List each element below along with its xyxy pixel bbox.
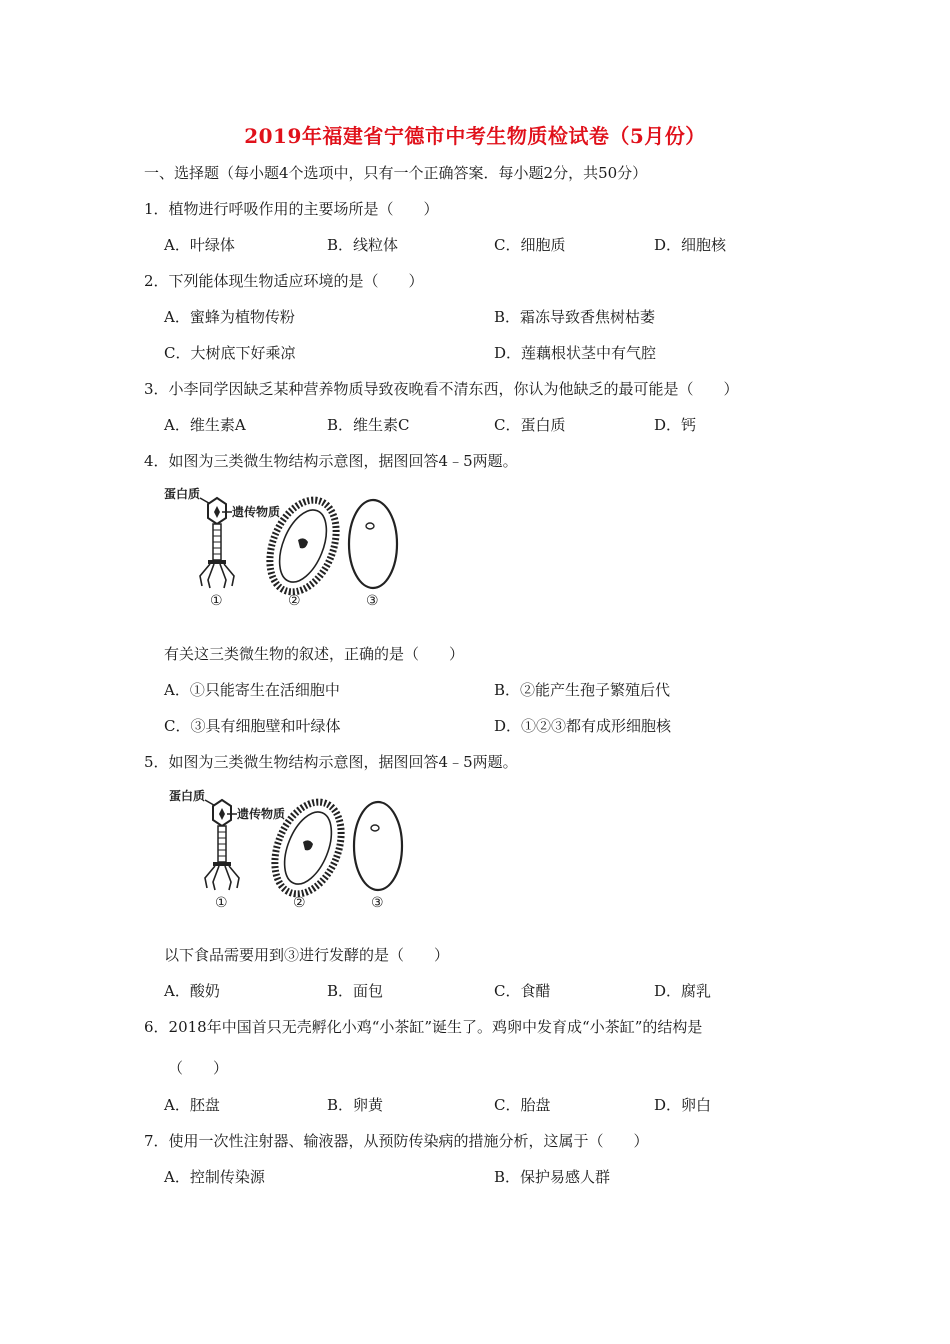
label-num-3: ③: [366, 593, 379, 609]
label-num-2: ②: [288, 593, 301, 609]
q4-option-c: C．③具有细胞壁和叶绿体: [164, 717, 341, 735]
q4-option-b: B．②能产生孢子繁殖后代: [494, 681, 671, 699]
yeast-diagram: [349, 500, 397, 609]
q5-option-c: C．食醋: [494, 982, 551, 1000]
label-num-3: ③: [371, 895, 384, 911]
label-num-1: ①: [215, 895, 228, 911]
question-2-stem: 2．下列能体现生物适应环境的是（ ）: [144, 272, 424, 290]
question-6-stem-continued: （ ）: [168, 1059, 229, 1077]
label-genetic-material: 遗传物质: [237, 807, 286, 821]
label-protein: 蛋白质: [169, 789, 206, 803]
label-genetic-material: 遗传物质: [232, 505, 281, 519]
q7-option-b: B．保护易感人群: [494, 1168, 611, 1186]
q3-option-b: B．维生素C: [327, 416, 410, 434]
q2-option-c: C．大树底下好乘凉: [164, 344, 296, 362]
question-5-sub: 以下食品需要用到③进行发酵的是（ ）: [164, 946, 450, 964]
q6-option-d: D．卵白: [654, 1096, 712, 1114]
yeast-diagram: [354, 802, 402, 911]
question-7-stem: 7．使用一次性注射器、输液器，从预防传染病的措施分析，这属于（ ）: [144, 1132, 649, 1150]
microbe-figure-1: [160, 484, 400, 610]
q1-option-b: B．线粒体: [327, 236, 399, 254]
q2-option-d: D．莲藕根状茎中有气腔: [494, 344, 657, 362]
q1-option-d: D．细胞核: [654, 236, 727, 254]
q3-option-d: D．钙: [654, 416, 697, 434]
question-4-sub: 有关这三类微生物的叙述，正确的是（ ）: [164, 645, 465, 663]
q7-option-a: A．控制传染源: [164, 1168, 265, 1186]
question-3-stem: 3．小李同学因缺乏某种营养物质导致夜晚看不清东西，你认为他缺乏的最可能是（ ）: [144, 380, 739, 398]
q4-option-d: D．①②③都有成形细胞核: [494, 717, 672, 735]
phage-diagram: [164, 486, 280, 609]
question-6-stem: 6．2018年中国首只无壳孵化小鸡“小茶缸”诞生了。鸡卵中发育成“小茶缸”的结构是: [144, 1018, 703, 1036]
q6-option-a: A．胚盘: [164, 1096, 220, 1114]
q6-option-c: C．胎盘: [494, 1096, 551, 1114]
question-5-stem: 5．如图为三类微生物结构示意图，据图回答4﹣5两题。: [144, 753, 518, 771]
question-1-stem: 1．植物进行呼吸作用的主要场所是（ ）: [144, 200, 439, 218]
q6-option-b: B．卵黄: [327, 1096, 384, 1114]
label-protein: 蛋白质: [164, 487, 201, 501]
q3-option-a: A．维生素A: [164, 416, 246, 434]
q5-option-d: D．腐乳: [654, 982, 712, 1000]
question-4-stem: 4．如图为三类微生物结构示意图，据图回答4﹣5两题。: [144, 452, 518, 470]
q4-option-a: A．①只能寄生在活细胞中: [164, 681, 340, 699]
section-heading: 一、选择题（每小题4个选项中，只有一个正确答案．每小题2分，共50分）: [144, 164, 648, 182]
q5-option-a: A．酸奶: [164, 982, 220, 1000]
microbe-figure-2: [160, 786, 410, 912]
label-num-1: ①: [210, 593, 223, 609]
q1-option-c: C．细胞质: [494, 236, 566, 254]
label-num-2: ②: [293, 895, 306, 911]
q2-option-b: B．霜冻导致香焦树枯萎: [494, 308, 656, 326]
page-title: 2019年福建省宁德市中考生物质检试卷（5月份）: [244, 124, 706, 148]
q3-option-c: C．蛋白质: [494, 416, 566, 434]
q5-option-b: B．面包: [327, 982, 384, 1000]
q2-option-a: A．蜜蜂为植物传粉: [164, 308, 295, 326]
phage-diagram: [169, 788, 285, 911]
q1-option-a: A．叶绿体: [164, 236, 235, 254]
